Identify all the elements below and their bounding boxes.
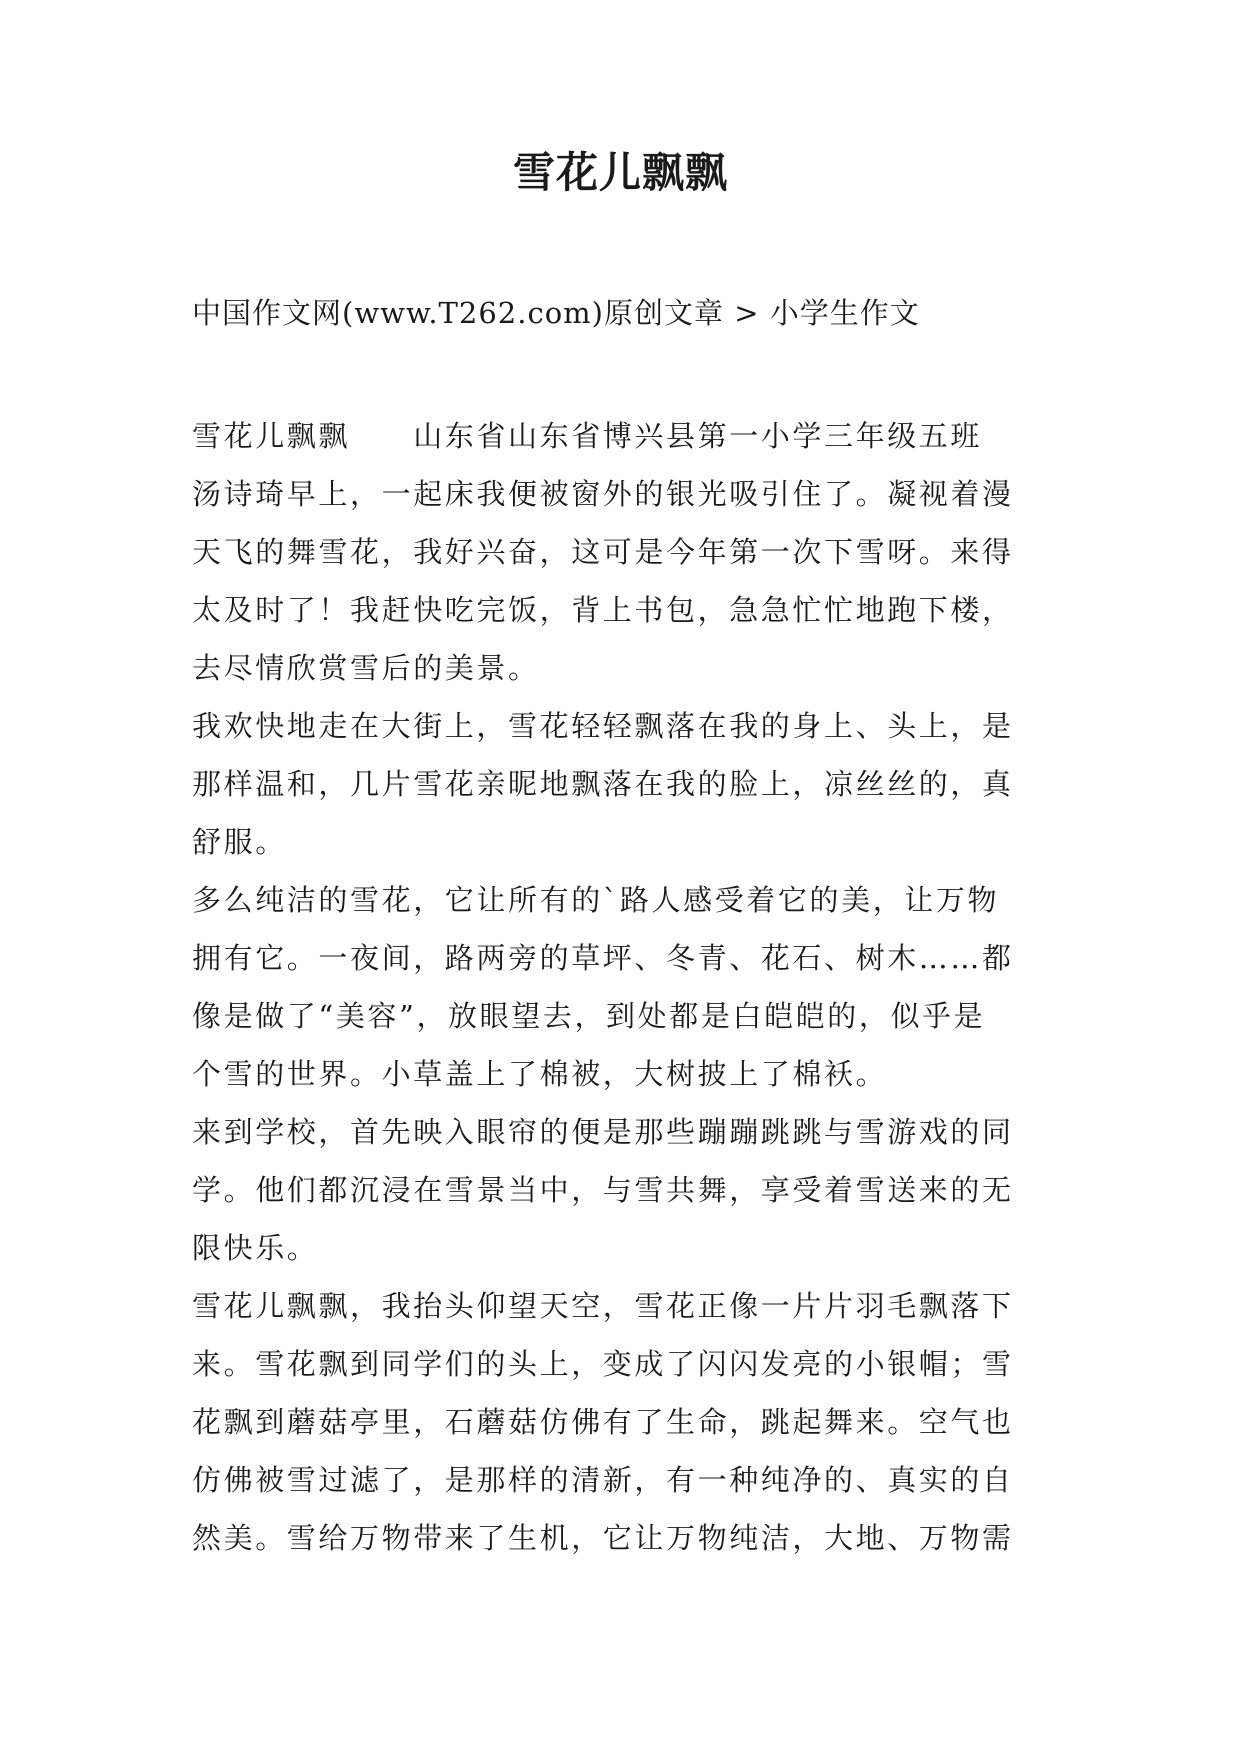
- text-line: 来到学校，首先映入眼帘的便是那些蹦蹦跳跳与雪游戏的同: [192, 1115, 1014, 1149]
- document-title: 雪花儿飘飘: [512, 148, 728, 197]
- text-line: 舒服。: [192, 825, 287, 859]
- text-line: 太及时了！我赶快吃完饭，背上书包，急急忙忙地跑下楼，: [192, 593, 1014, 627]
- text-line: 汤诗琦早上，一起床我便被窗外的银光吸引住了。凝视着漫: [192, 477, 1014, 511]
- source-line: 中国作文网(www.T262.com)原创文章 > 小学生作文: [192, 296, 920, 330]
- text-line: 个雪的世界。小草盖上了棉被，大树披上了棉袄。: [192, 1057, 888, 1091]
- text-line: 然美。雪给万物带来了生机，它让万物纯洁，大地、万物需: [192, 1521, 1014, 1555]
- text-line: 学。他们都沉浸在雪景当中，与雪共舞，享受着雪送来的无: [192, 1173, 1014, 1207]
- text-line: 那样温和，几片雪花亲昵地飘落在我的脸上，凉丝丝的，真: [192, 767, 1014, 801]
- text-line: 仿佛被雪过滤了，是那样的清新，有一种纯净的、真实的自: [192, 1463, 1014, 1497]
- text-line: 来。雪花飘到同学们的头上，变成了闪闪发亮的小银帽；雪: [192, 1347, 1014, 1381]
- text-line: 像是做了“美容”，放眼望去，到处都是白皑皑的，似乎是: [192, 999, 986, 1033]
- article-body: [192, 407, 1052, 1567]
- text-line: 拥有它。一夜间，路两旁的草坪、冬青、花石、树木……都: [192, 941, 1014, 975]
- text-line: 我欢快地走在大街上，雪花轻轻飘落在我的身上、头上，是: [192, 709, 1014, 743]
- text-line: 限快乐。: [192, 1231, 319, 1265]
- text-line: 天飞的舞雪花，我好兴奋，这可是今年第一次下雪呀。来得: [192, 535, 1014, 569]
- text-line: 雪花儿飘飘，我抬头仰望天空，雪花正像一片片羽毛飘落下: [192, 1289, 1014, 1323]
- text-line: 多么纯洁的雪花，它让所有的`路人感受着它的美，让万物: [192, 883, 1000, 917]
- text-line: 雪花儿飘飘 山东省山东省博兴县第一小学三年级五班: [192, 419, 983, 453]
- text-line: 去尽情欣赏雪后的美景。: [192, 651, 540, 685]
- text-line: 花飘到蘑菇亭里，石蘑菇仿佛有了生命，跳起舞来。空气也: [192, 1405, 1014, 1439]
